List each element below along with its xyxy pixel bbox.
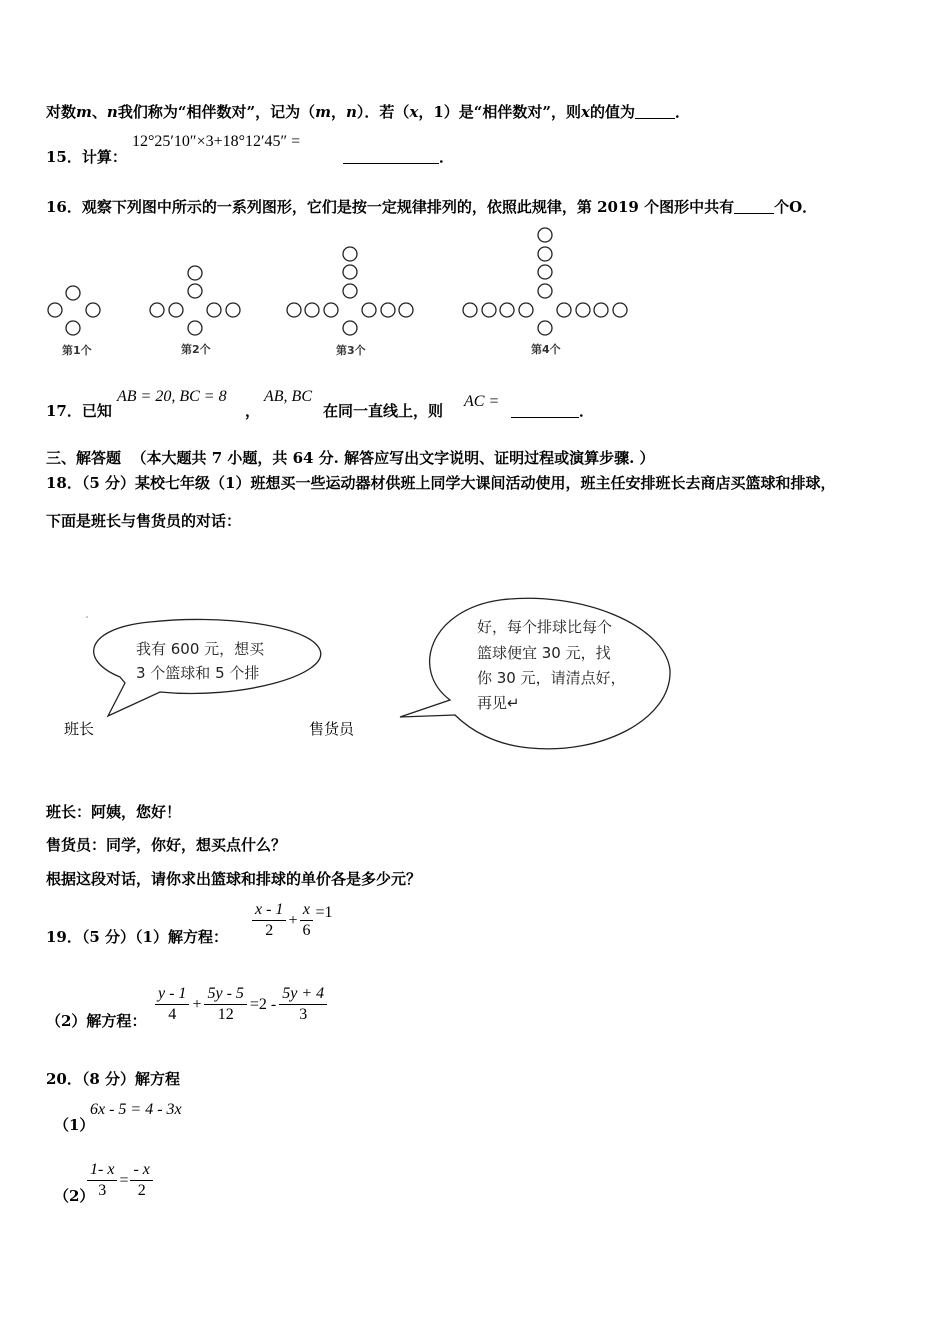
fraction: $\frac{5y - 5}{12}$ — [204, 984, 246, 1025]
circle — [324, 303, 338, 317]
answer-blank — [635, 118, 675, 119]
question-18-line-1: 18．（5 分）某校七年级（1）班想买一些运动器材供班上同学大课间活动使用，班主任安排班长去商店买篮球和排球， — [46, 474, 836, 492]
answer-blank — [343, 163, 439, 164]
fraction: $\frac{1- x}{3}$ — [87, 1160, 117, 1201]
speaker-label-monitor: 班长 — [64, 720, 95, 738]
circle — [381, 303, 395, 317]
fraction: $\frac{x}{6}$ — [299, 900, 313, 941]
bubble-right-line-4: 再见↵ — [477, 694, 520, 712]
q20-equation-1: 6x - 5 = 4 - 3x — [90, 1101, 182, 1118]
q17-mid-text: 在同一直线上，则 — [323, 402, 444, 420]
answer-blank — [734, 213, 774, 214]
dialog-line-2: 售货员：同学，你好，想买点什么？ — [46, 836, 287, 854]
circle — [500, 303, 514, 317]
question-16: 16．观察下列图中所示的一系列图形，它们是按一定规律排列的，依照此规律，第 2019 个图形中共有 个O． — [46, 198, 818, 216]
q19-part-2-label: （2）解方程： — [46, 1012, 147, 1030]
circle — [576, 303, 590, 317]
fraction: $\frac{y - 1}{4}$ — [155, 984, 189, 1025]
circle — [48, 303, 62, 317]
circle — [463, 303, 477, 317]
bubble-right-line-2: 篮球便宜 30 元，找 — [477, 644, 611, 662]
answer-blank — [511, 417, 579, 418]
circle — [150, 303, 164, 317]
circle — [343, 265, 357, 279]
circle — [538, 321, 552, 335]
circle — [226, 303, 240, 317]
bubble-left-line-2: 3 个篮球和 5 个排 — [136, 664, 260, 682]
q20-part-1-label: （1） — [54, 1116, 95, 1134]
circle — [86, 303, 100, 317]
q17-expr-1: AB = 20, BC = 8 — [117, 388, 227, 405]
intro-line: 对数m、n我们称为“相伴数对”，记为（m，n）．若（x，1）是“相伴数对”，则x的值为 ． — [46, 103, 691, 121]
q15-answer: ． — [343, 147, 454, 167]
circle — [343, 247, 357, 261]
bubble-left-line-1: 我有 600 元，想买 — [136, 640, 265, 658]
bubble-right-line-1: 好，每个排球比每个 — [477, 618, 613, 636]
circle — [343, 284, 357, 298]
q15-expression: 12°25′10″×3+18°12′45″ = — [132, 133, 301, 150]
fraction: $\frac{x - 1}{2}$ — [252, 900, 286, 941]
circle-pattern-figure — [0, 222, 700, 362]
question-20-title: 20．（8 分）解方程 — [46, 1070, 181, 1088]
circle — [399, 303, 413, 317]
speaker-label-clerk: 售货员 — [309, 720, 355, 738]
fraction: $\frac{5y + 4}{3}$ — [279, 984, 327, 1025]
q19-equation-2: $\frac{y - 1}{4}$ + $\frac{5y - 5}{12}$ =2 - $\frac{5y + 4}{3}$ — [155, 984, 327, 1025]
circle — [482, 303, 496, 317]
circle — [207, 303, 221, 317]
question-19-label: 19．（5 分）（1）解方程： — [46, 928, 228, 946]
question-15: 15．计算： — [46, 148, 127, 166]
circle — [188, 321, 202, 335]
figure-label-2: 第2个 — [181, 343, 211, 356]
circle — [188, 266, 202, 280]
dialog-line-1: 班长：阿姨，您好！ — [46, 803, 182, 821]
circle — [305, 303, 319, 317]
q20-part-2-label: （2） — [54, 1187, 95, 1205]
bubble-right-line-3: 你 30 元，请清点好， — [477, 669, 626, 687]
circle — [66, 321, 80, 335]
circle — [66, 286, 80, 300]
circle — [538, 284, 552, 298]
circle — [169, 303, 183, 317]
q17-expr-2: AB, BC — [264, 388, 312, 405]
circle — [538, 228, 552, 242]
circle — [287, 303, 301, 317]
circle — [362, 303, 376, 317]
section-3-heading: 三、解答题 （本大题共 7 小题，共 64 分. 解答应写出文字说明、证明过程或演算步骤. ） — [46, 449, 655, 467]
fraction: $\frac{- x}{2}$ — [130, 1160, 152, 1201]
circle — [538, 265, 552, 279]
q20-equation-2: $\frac{1- x}{3}$ = $\frac{- x}{2}$ — [87, 1160, 153, 1201]
q18-question: 根据这段对话，请你求出篮球和排球的单价各是多少元？ — [46, 870, 422, 888]
q17-expr-3: AC = — [464, 393, 500, 410]
figure-label-4: 第4个 — [531, 343, 561, 356]
q17-comma: ， — [245, 402, 261, 420]
figure-label-1: 第1个 — [62, 344, 92, 357]
question-17-label: 17．已知 — [46, 402, 112, 420]
circle — [613, 303, 627, 317]
q19-equation-1: $\frac{x - 1}{2}$ + $\frac{x}{6}$ =1 — [252, 900, 333, 941]
circle — [519, 303, 533, 317]
circle — [188, 284, 202, 298]
circle — [594, 303, 608, 317]
circle — [538, 247, 552, 261]
circle — [343, 321, 357, 335]
circle — [557, 303, 571, 317]
q17-answer: ． — [511, 401, 594, 421]
figure-label-3: 第3个 — [336, 344, 366, 357]
question-18-line-2: 下面是班长与售货员的对话： — [46, 512, 242, 530]
dot-mark — [86, 616, 88, 618]
